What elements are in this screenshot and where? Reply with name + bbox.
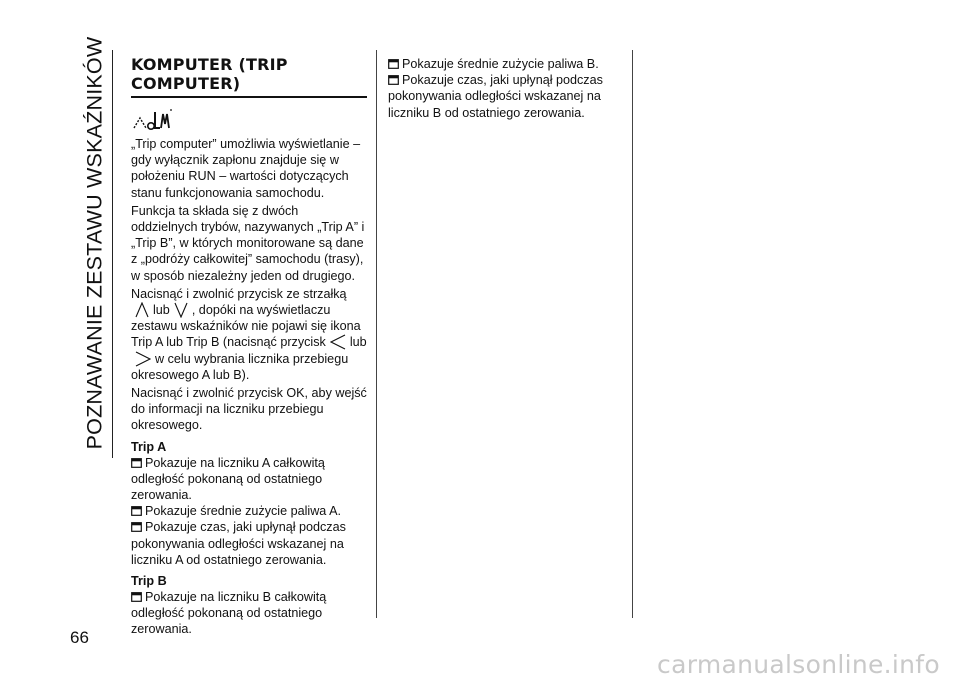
arrow-right-button-icon <box>135 351 151 367</box>
page-number: 66 <box>70 628 89 647</box>
site-watermark: carmanualsonline.info <box>657 650 940 679</box>
trip-b-item: Pokazuje czas, jaki upłynął podczas pokonywania odległości wskazanej na liczniku B od ostatniego zerowania. <box>388 73 603 120</box>
paragraph-ok-button: Nacisnąć i zwolnić przycisk OK, aby wejść do informacji na liczniku przebiegu okresowego. <box>131 386 367 433</box>
paragraph-instructions <box>131 286 367 383</box>
instruction-text-a: Nacisnąć i zwolnić przycisk ze strzałką <box>131 286 347 301</box>
paragraph-modes: Funkcja ta składa się z dwóch oddzielnych trybów, nazywanych „Trip A” i „Trip B”, w których monitorowane są dane z „podróży całkowitej” samochodu (trasy), w sposób niezależny jeden od drugiego. <box>131 203 365 283</box>
heading-line-1: KOMPUTER (TRIP <box>131 55 288 74</box>
trip-a-item: Pokazuje na liczniku A całkowitą odległość pokonaną od ostatniego zerowania. <box>131 455 325 503</box>
instruction-text-b: lub <box>153 303 170 318</box>
arrow-up-button-icon <box>135 302 149 318</box>
section-heading <box>131 56 367 98</box>
display-bullet-icon <box>388 59 399 69</box>
display-bullet-icon <box>131 458 142 468</box>
column-divider-right <box>632 50 633 618</box>
trip-computer-icon <box>131 106 173 132</box>
sidebar-divider <box>112 50 113 458</box>
trip-a-label: Trip A <box>131 439 167 454</box>
section-title-text: POZNAWANIE ZESTAWU WSKAŹNIKÓW <box>82 36 107 449</box>
text-column-1 <box>131 56 367 638</box>
trip-a-item: Pokazuje średnie zużycie paliwa A. <box>131 503 367 519</box>
instruction-text-d: lub <box>349 335 367 350</box>
trip-b-item: Pokazuje na liczniku B całkowitą odległość pokonaną od ostatniego zerowania. <box>131 590 327 637</box>
arrow-left-button-icon <box>330 334 346 350</box>
paragraph-intro: „Trip computer” umożliwia wyświetlanie – gdy wyłącznik zapłonu znajduje się w położeniu RUN – wartości dotyczących stanu funkcjonowania samochodu. <box>131 137 361 200</box>
trip-b-item: Pokazuje średnie zużycie paliwa B. <box>388 56 624 72</box>
display-bullet-icon <box>388 75 399 85</box>
trip-a-item: Pokazuje czas, jaki upłynął podczas pokonywania odległości wskazanej na liczniku A od ostatniego zerowania. <box>131 520 346 567</box>
display-bullet-icon <box>131 506 142 516</box>
column-divider-left <box>376 50 377 618</box>
arrow-down-button-icon <box>174 302 188 318</box>
instruction-text-c: , dopóki na wyświetlaczu zestawu wskaźników nie pojawi się ikona Trip A lub Trip B (nacisnąć przycisk <box>131 303 361 350</box>
instruction-text-e: w celu wybrania licznika przebiegu okresowego A lub B). <box>131 351 349 382</box>
trip-b-label: Trip B <box>131 574 167 589</box>
section-title-vertical <box>80 36 110 449</box>
text-column-2 <box>388 56 624 121</box>
display-bullet-icon <box>131 522 142 532</box>
heading-line-2: COMPUTER) <box>131 73 241 93</box>
display-bullet-icon <box>131 592 142 602</box>
